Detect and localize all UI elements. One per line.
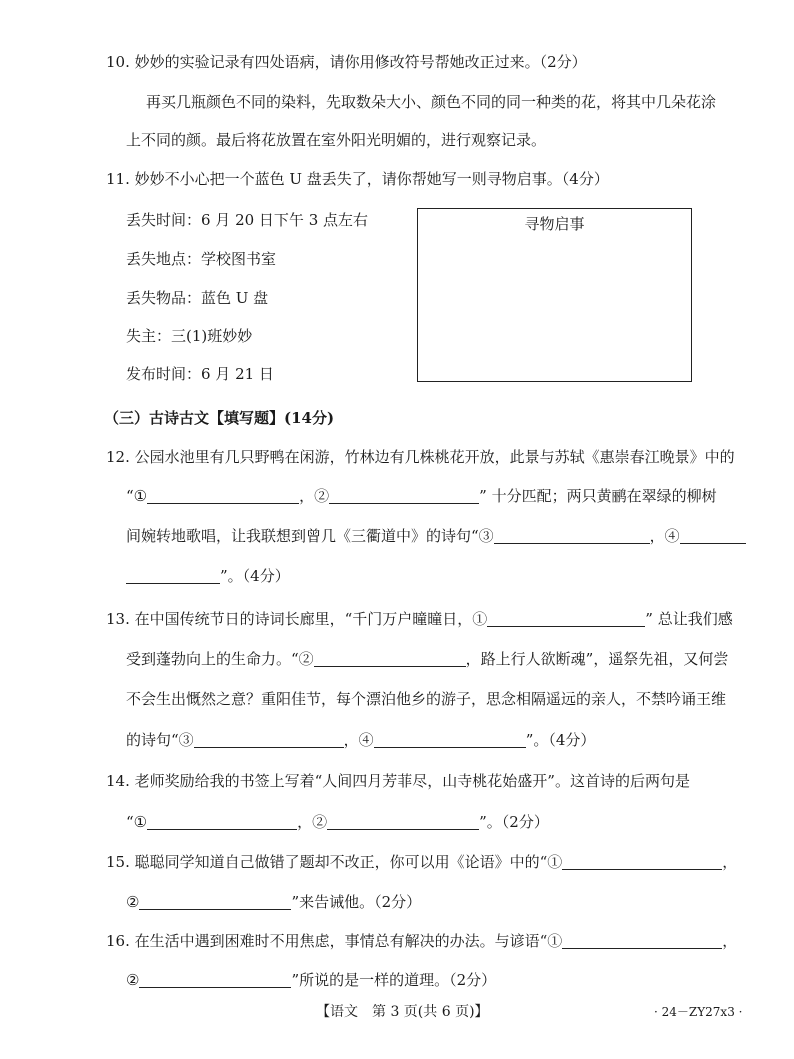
- q10-prompt: 10. 妙妙的实验记录有四处语病，请你用修改符号帮她改正过来。（2分）: [106, 53, 587, 71]
- q14-line-2-tail: ”。（2分）: [479, 813, 549, 831]
- q12-line-4: [126, 566, 290, 586]
- q15-line-2-tail: ”来告诫他。（2分）: [291, 893, 422, 911]
- q12-line-2: [126, 486, 717, 506]
- q12-sep-4: ，④: [649, 527, 680, 545]
- lost-notice-answer-box[interactable]: [417, 208, 692, 382]
- q16-line-1-tail: ，: [722, 932, 738, 950]
- q15-line-1-tail: ，: [722, 853, 738, 871]
- q14-blank-1[interactable]: [147, 813, 297, 830]
- q11-info-item: 丢失物品：蓝色 U 盘: [126, 289, 269, 307]
- q13-blank-4[interactable]: [374, 731, 526, 748]
- q10-record-line-2: 上不同的颜。最后将花放置在室外阳光明媚的，进行观察记录。: [126, 131, 547, 149]
- q12-blank-1[interactable]: [147, 487, 299, 504]
- q13-line-1-tail: ” 总让我们感: [645, 610, 733, 628]
- q12-line-3-text: 间婉转地歌唱，让我联想到曾几《三衢道中》的诗句“③: [126, 527, 494, 545]
- q15-line-1: [106, 852, 737, 872]
- q13-blank-1[interactable]: [487, 610, 645, 627]
- q12-line-2-tail: ” 十分匹配；两只黄鹂在翠绿的柳树: [479, 487, 717, 505]
- q14-sep-2: ，②: [297, 813, 328, 831]
- q15-line-1-text: 15. 聪聪同学知道自己做错了题却不改正，你可以用《论语》中的“①: [106, 853, 563, 871]
- q15-blank-2[interactable]: [139, 893, 291, 910]
- q12-line-4-tail: ”。（4分）: [220, 567, 290, 585]
- q16-marker-2: ②: [126, 971, 140, 989]
- q10-record-line-1: 再买几瓶颜色不同的染料，先取数朵大小、颜色不同的同一种类的花，将其中几朵花涂: [146, 93, 717, 111]
- q13-line-2: [126, 649, 728, 669]
- q13-line-4-text: 的诗句“③: [126, 731, 194, 749]
- q12-line-3: [126, 526, 746, 546]
- q12-blank-4-b[interactable]: [126, 567, 220, 584]
- q16-blank-1[interactable]: [562, 932, 722, 949]
- q16-line-1: [106, 931, 737, 951]
- q13-line-2-tail: ，路上行人欲断魂”，遥祭先祖，又何尝: [465, 650, 729, 668]
- q12-blank-2[interactable]: [329, 487, 479, 504]
- lost-notice-title: 寻物启事: [524, 215, 585, 233]
- q13-line-3: 不会生出慨然之意？重阳佳节，每个漂泊他乡的游子，思念相隔遥远的亲人，不禁吟诵王维: [126, 690, 727, 708]
- q13-blank-2[interactable]: [314, 650, 466, 667]
- q13-line-2-text: 受到蓬勃向上的生命力。“②: [126, 650, 314, 668]
- q13-line-1: [106, 609, 733, 629]
- q13-line-4-tail: ”。（4分）: [525, 731, 596, 749]
- q13-line-4: [126, 730, 595, 750]
- q12-line-1: 12. 公园水池里有几只野鸭在闲游，竹林边有几株桃花开放，此景与苏轼《惠崇春江晚景》中的: [106, 448, 735, 466]
- q13-blank-3[interactable]: [194, 731, 344, 748]
- page-footer: 【语文 第 3 页(共 6 页)】: [316, 1004, 489, 1020]
- q11-info-owner: 失主：三(1)班妙妙: [126, 327, 253, 345]
- q16-line-2-tail: ”所说的是一样的道理。（2分）: [291, 971, 497, 989]
- q13-line-1-text: 13. 在中国传统节日的诗词长廊里，“千门万户曈曈日，①: [106, 610, 488, 628]
- q16-line-2: [126, 970, 496, 990]
- q12-blank-3[interactable]: [494, 527, 650, 544]
- q15-marker-2: ②: [126, 893, 140, 911]
- q15-blank-1[interactable]: [562, 853, 722, 870]
- q16-blank-2[interactable]: [139, 971, 291, 988]
- q15-line-2: [126, 892, 421, 912]
- q16-line-1-text: 16. 在生活中遇到困难时不用焦虑，事情总有解决的办法。与谚语“①: [106, 932, 563, 950]
- q12-sep-2: ，②: [299, 487, 330, 505]
- q11-prompt: 11. 妙妙不小心把一个蓝色 U 盘丢失了，请你帮她写一则寻物启事。（4分）: [106, 170, 609, 188]
- section-3-heading: （三）古诗古文【填写题】(14分): [104, 409, 335, 427]
- q13-sep-4: ，④: [343, 731, 374, 749]
- q11-info-place: 丢失地点：学校图书室: [126, 250, 277, 268]
- q14-line-1: 14. 老师奖励给我的书签上写着“人间四月芳菲尽，山寺桃花始盛开”。这首诗的后两句是: [106, 772, 690, 790]
- exam-code: · 24－ZY27x3 ·: [654, 1005, 743, 1019]
- q11-info-time: 丢失时间：6 月 20 日下午 3 点左右: [126, 211, 369, 229]
- q12-blank-4-a[interactable]: [680, 527, 746, 544]
- q12-quote-open: “①: [126, 487, 148, 505]
- q11-info-publish-date: 发布时间：6 月 21 日: [126, 365, 274, 383]
- q14-line-2: [126, 812, 549, 832]
- q14-quote-open: “①: [126, 813, 148, 831]
- q14-blank-2[interactable]: [327, 813, 479, 830]
